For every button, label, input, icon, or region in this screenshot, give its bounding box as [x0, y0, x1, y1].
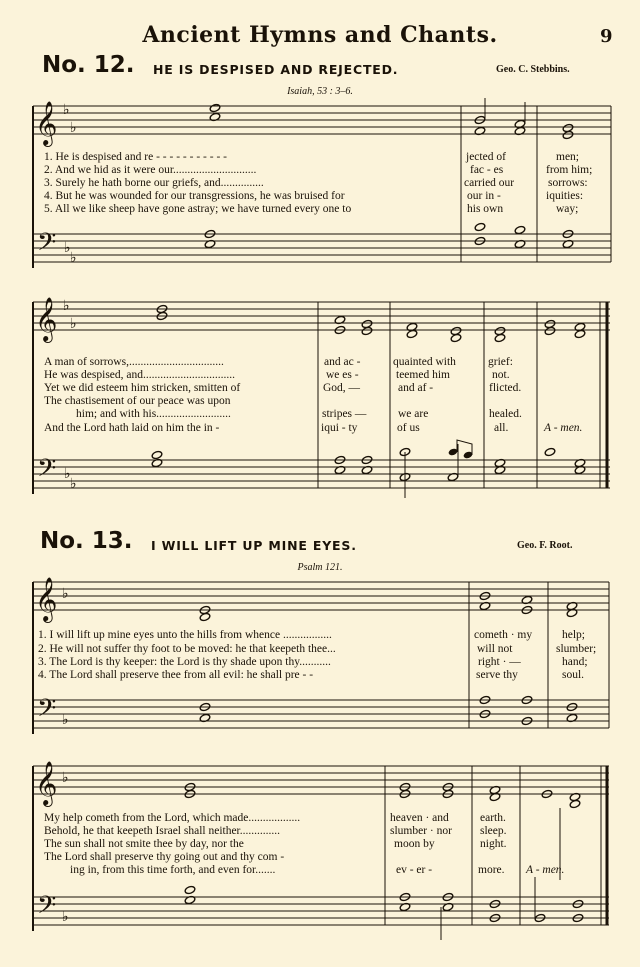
lyric-cell: God, —: [323, 382, 361, 394]
staff-system-1-bass: [33, 234, 611, 262]
lyric-cell: flicted.: [489, 382, 522, 394]
lyric-cell: teemed him: [396, 369, 450, 381]
lyric-line: Behold, he that keepeth Israel shall neither..............: [44, 825, 281, 837]
lyric-cell: cometh · my: [474, 629, 533, 641]
lyric-line: 3. The Lord is thy keeper: the Lord is thy shade upon thy...........: [38, 656, 331, 668]
lyric-line: 1. He is despised and re - - - - - - - - - - -: [44, 151, 227, 163]
lyric-line: ing in, from this time forth, and even for.......: [70, 864, 276, 876]
lyric-line: A man of sorrows,.................................: [44, 356, 224, 368]
lyric-line: He was despised, and................................: [44, 369, 236, 381]
lyric-cell: his own: [467, 203, 504, 215]
lyric-cell: will not: [477, 643, 513, 655]
lyric-cell: soul.: [562, 669, 585, 681]
amen-label: A - men.: [544, 422, 583, 434]
svg-text:𝄢: 𝄢: [37, 454, 57, 489]
lyric-cell: quainted with: [393, 356, 456, 368]
staff-system-4-treble: [33, 766, 609, 794]
svg-text:♭: ♭: [62, 712, 69, 728]
lyric-cell: iqui - ty: [321, 422, 358, 434]
svg-text:𝄞: 𝄞: [35, 761, 58, 805]
hymn-13-scripture: Psalm 121.: [297, 562, 343, 573]
svg-text:𝄞: 𝄞: [35, 577, 58, 621]
lyric-cell: sorrows:: [548, 177, 588, 189]
hymn-13-number: No. 13.: [40, 528, 133, 554]
hymn-12-composer: Geo. C. Stebbins.: [496, 64, 570, 75]
svg-text:𝄢: 𝄢: [37, 228, 57, 263]
lyric-cell: jected of: [466, 151, 506, 163]
page-number: 9: [600, 26, 613, 47]
lyric-cell: men;: [556, 151, 579, 163]
lyric-line: him; and with his..........................: [76, 408, 231, 420]
running-header: Ancient Hymns and Chants.: [142, 22, 498, 48]
lyric-line: 3. Surely he hath borne our griefs, and...............: [44, 177, 264, 189]
lyric-cell: and ac -: [324, 356, 361, 368]
svg-text:♭: ♭: [63, 298, 70, 314]
clefs-and-keys: [35, 101, 77, 926]
svg-text:♭: ♭: [70, 476, 77, 492]
svg-text:♭: ♭: [62, 770, 69, 786]
lyric-cell: right · —: [478, 656, 521, 668]
svg-text:♭: ♭: [70, 316, 77, 332]
lyric-cell: we are: [398, 408, 429, 420]
lyric-line: 4. The Lord shall preserve thee from all evil: he shall pre - -: [38, 669, 314, 681]
lyric-line: The chastisement of our peace was upon: [44, 395, 231, 407]
lyric-cell: we es -: [326, 369, 359, 381]
svg-text:𝄞: 𝄞: [35, 101, 58, 145]
lyric-cell: not.: [492, 369, 510, 381]
filled-notes: [448, 448, 474, 460]
note-heads: [151, 103, 586, 922]
lyric-cell: of us: [397, 422, 420, 434]
lyric-cell: slumber · nor: [390, 825, 452, 837]
svg-text:♭: ♭: [62, 586, 69, 602]
lyric-cell: moon by: [394, 838, 435, 850]
staff-system-2-bass: [33, 460, 610, 488]
lyric-cell: from him;: [546, 164, 593, 176]
lyric-cell: help;: [562, 629, 585, 641]
lyric-cell: heaven · and: [390, 812, 449, 824]
staff-system-4-bass: [33, 897, 609, 925]
lyric-cell: hand;: [562, 656, 588, 668]
hymn-13-title: I WILL LIFT UP MINE EYES.: [151, 538, 357, 553]
hymn-12-scripture: Isaiah, 53 : 3–6.: [287, 86, 353, 97]
lyric-line: 5. All we like sheep have gone astray; we have turned every one to: [44, 203, 352, 215]
lyric-line: And the Lord hath laid on him the in -: [44, 422, 220, 434]
hymn-12-number: No. 12.: [42, 52, 135, 78]
lyric-cell: serve thy: [476, 669, 518, 681]
svg-text:♭: ♭: [70, 250, 77, 266]
lyric-cell: slumber;: [556, 643, 597, 655]
lyric-cell: sleep.: [480, 825, 507, 837]
lyric-cell: more.: [478, 864, 505, 876]
lyric-line: My help cometh from the Lord, which made..................: [44, 812, 301, 824]
lyric-cell: earth.: [480, 812, 506, 824]
svg-text:♭: ♭: [63, 102, 70, 118]
lyric-cell: iquities:: [546, 190, 584, 202]
svg-text:♭: ♭: [70, 120, 77, 136]
lyric-cell: and af -: [398, 382, 434, 394]
lyric-cell: fac - es: [470, 164, 504, 176]
lyric-cell: way;: [556, 203, 579, 215]
svg-text:♭: ♭: [62, 909, 69, 925]
lyric-cell: healed.: [489, 408, 522, 420]
lyric-cell: all.: [494, 422, 509, 434]
lyric-line: The Lord shall preserve thy going out and thy com -: [44, 851, 285, 863]
lyric-cell: night.: [480, 838, 507, 850]
hymn-13-composer: Geo. F. Root.: [517, 540, 573, 551]
lyric-line: 2. And we hid as it were our.............................: [44, 164, 257, 176]
lyric-cell: grief:: [488, 356, 513, 368]
staff-system-2-treble: [33, 302, 610, 330]
lyric-line: 4. But he was wounded for our transgressions, he was bruised for: [44, 190, 345, 202]
svg-text:𝄢: 𝄢: [37, 891, 57, 926]
hymn-12-title: HE IS DESPISED AND REJECTED.: [153, 62, 399, 77]
lyric-cell: carried our: [464, 177, 515, 189]
lyric-line: 2. He will not suffer thy foot to be moved: he that keepeth thee...: [38, 643, 336, 655]
amen-label: A - men.: [526, 864, 565, 876]
lyric-cell: ev - er -: [396, 864, 433, 876]
staff-system-3-treble: [33, 582, 609, 610]
svg-text:♭: ♭: [64, 466, 71, 482]
lyric-line: Yet we did esteem him stricken, smitten of: [44, 382, 241, 394]
svg-text:𝄞: 𝄞: [35, 297, 58, 341]
svg-text:♭: ♭: [64, 240, 71, 256]
lyric-cell: our in -: [467, 190, 501, 202]
lyric-line: 1. I will lift up mine eyes unto the hills from whence .................: [38, 629, 332, 641]
svg-text:𝄢: 𝄢: [37, 694, 57, 729]
lyric-cell: stripes —: [322, 408, 367, 420]
lyric-line: The sun shall not smite thee by day, nor the: [44, 838, 244, 850]
